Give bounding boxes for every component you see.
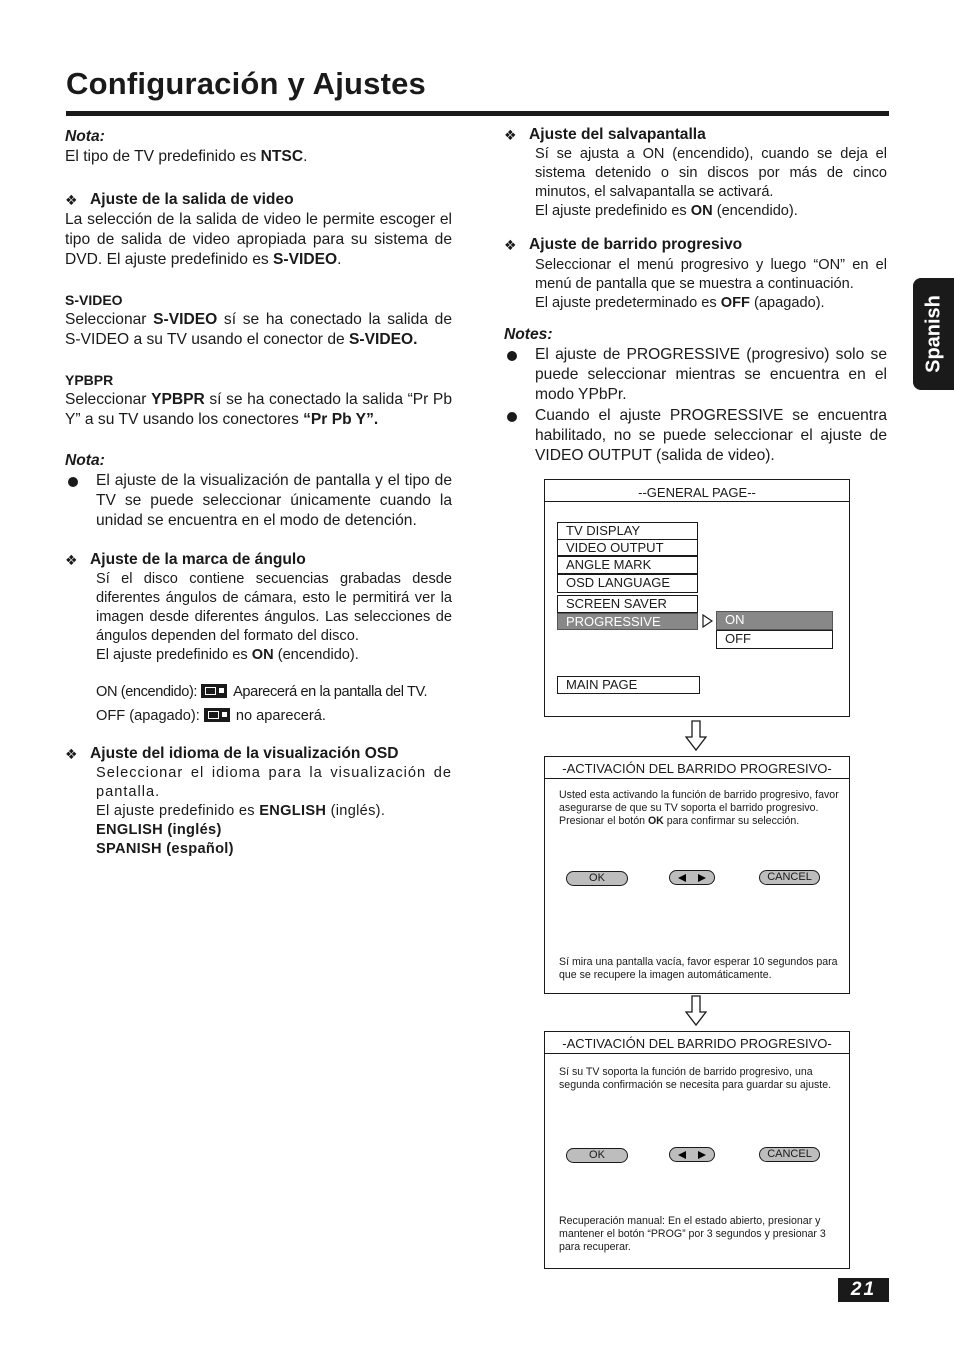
ok-button[interactable]: OK bbox=[566, 871, 628, 886]
angle-heading: ❖ Ajuste de la marca de ángulo bbox=[65, 550, 452, 570]
cancel-button[interactable]: CANCEL bbox=[759, 870, 820, 885]
note2-heading: Nota: bbox=[65, 451, 105, 469]
language-tab-label: Spanish bbox=[922, 295, 944, 373]
osd-activation-title: -ACTIVACIÓN DEL BARRIDO PROGRESIVO- bbox=[562, 761, 832, 776]
menu-item-progressive[interactable]: PROGRESSIVE bbox=[557, 613, 698, 630]
title-rule bbox=[66, 111, 889, 116]
svideo-heading: S-VIDEO bbox=[65, 291, 123, 308]
angle-default: El ajuste predefinido es ON (encendido). bbox=[96, 647, 359, 664]
bullet-dot-icon bbox=[68, 477, 78, 487]
diamond-icon: ❖ bbox=[65, 551, 78, 568]
down-arrow-icon bbox=[685, 720, 707, 752]
angle-body bbox=[65, 570, 452, 726]
notes-heading: Notes: bbox=[504, 325, 553, 343]
right-column bbox=[504, 125, 887, 467]
osd-divider bbox=[545, 1053, 849, 1054]
screen-saver-default: El ajuste predefinido es ON (encendido). bbox=[535, 203, 798, 220]
notes-bullet-2: Cuando el ajuste PROGRESSIVE se encuentra habilitado, no se puede seleccionar el ajuste de VIDEO OUTPUT (salida de video). bbox=[504, 406, 887, 467]
angle-off-line: OFF (apagado): no aparecerá. bbox=[96, 708, 326, 725]
diamond-icon: ❖ bbox=[504, 127, 517, 143]
osd-language-text: Seleccionar el idioma para la visualización de pantalla. bbox=[96, 765, 452, 801]
screen-saver-heading: ❖ Ajuste del salvapantalla bbox=[504, 125, 887, 145]
ok-button[interactable]: OK bbox=[566, 1148, 628, 1163]
selection-arrow-icon bbox=[702, 614, 713, 628]
left-right-navigation[interactable] bbox=[669, 1147, 715, 1162]
bullet-dot-icon bbox=[507, 412, 517, 422]
diamond-icon: ❖ bbox=[504, 237, 517, 254]
osd-language-default: El ajuste predefinido es ENGLISH (inglés). bbox=[96, 803, 386, 820]
left-column bbox=[65, 127, 452, 859]
activation-footer: Sí mira una pantalla vacía, favor esperar 10 segundos para que se recupere la imagen automáticamente. bbox=[559, 956, 838, 981]
diamond-icon: ❖ bbox=[65, 191, 78, 208]
diamond-icon: ❖ bbox=[65, 746, 78, 763]
osd-language-body bbox=[65, 764, 452, 859]
down-arrow-icon bbox=[685, 995, 707, 1027]
notes-bullet-1: El ajuste de PROGRESSIVE (progresivo) solo se puede seleccionar mientras se encuentra en el modo YPbPr. bbox=[504, 345, 887, 406]
screen-saver-text: Sí se ajusta a ON (encendido), cuando se deja el sistema detenido o sin discos por más de cinco minutos, el salvapantalla se activará. bbox=[535, 146, 887, 201]
confirmation-message: Sí su TV soporta la función de barrido progresivo, una segunda confirmación se necesita para guardar su ajuste. bbox=[559, 1066, 832, 1091]
angle-on-line: ON (encendido): Aparecerá en la pantalla del TV. bbox=[96, 684, 428, 701]
osd-progressive-activation-1 bbox=[544, 756, 850, 994]
note2-bullet: El ajuste de la visualización de pantalla y el tipo de TV se puede seleccionar únicamente cuando la unidad se encuentra en el modo de detención. bbox=[65, 471, 452, 532]
note-tv-type: El tipo de TV predefinido es NTSC. bbox=[65, 148, 308, 166]
camera-angle-icon bbox=[201, 684, 227, 698]
progressive-text: Seleccionar el menú progresivo y luego “ON” en el menú de pantalla que se muestra a continuación. bbox=[535, 256, 887, 292]
video-output-text: La selección de la salida de video le permite escoger el tipo de salida de video apropiada para su sistema de DVD. El ajuste predefinido es S-VIDEO. bbox=[65, 210, 452, 269]
camera-angle-icon bbox=[204, 708, 230, 722]
progressive-default: El ajuste predeterminado es OFF (apagado). bbox=[535, 294, 825, 311]
main-page-button[interactable]: MAIN PAGE bbox=[557, 676, 700, 694]
ypbpr-text: Seleccionar YPBPR sí se ha conectado la salida “Pr Pb Y” a su TV usando los conectores “Pr Pb Y”. bbox=[65, 390, 453, 429]
menu-item-screen-saver[interactable]: SCREEN SAVER bbox=[557, 595, 698, 613]
menu-item-video-output[interactable]: VIDEO OUTPUT bbox=[557, 539, 698, 556]
angle-text: Sí el disco contiene secuencias grabadas desde diferentes ángulos de cámara, esto le permitirá ver la imagen desde diferentes ángulos. Las selecciones de ángulos dependen del formato del disco. bbox=[96, 571, 452, 645]
menu-item-osd-language[interactable]: OSD LANGUAGE bbox=[557, 574, 698, 593]
option-on[interactable]: ON bbox=[716, 611, 833, 630]
osd-progressive-activation-2 bbox=[544, 1031, 850, 1269]
right-arrow-icon bbox=[698, 874, 706, 882]
left-right-navigation[interactable] bbox=[669, 870, 715, 885]
manual-recovery-text: Recuperación manual: En el estado abierto, presionar y mantener el botón “PROG” por 3 segundos y presionar 3 para recuperar. bbox=[559, 1215, 826, 1253]
note-heading: Nota: bbox=[65, 128, 105, 145]
bullet-dot-icon bbox=[507, 351, 517, 361]
right-arrow-icon bbox=[698, 1151, 706, 1159]
menu-item-angle-mark[interactable]: ANGLE MARK bbox=[557, 556, 698, 574]
page-number: 21 bbox=[838, 1278, 889, 1302]
video-output-heading: ❖ Ajuste de la salida de video bbox=[65, 190, 452, 210]
osd-divider bbox=[545, 501, 849, 502]
activation-message: Usted esta activando la función de barrido progresivo, favor asegurarse de que su TV soporta el barrido progresivo. Presionar el botón OK para confirmar su selección. bbox=[559, 789, 839, 827]
progressive-heading: ❖ Ajuste de barrido progresivo bbox=[504, 235, 887, 255]
language-tab bbox=[913, 278, 954, 390]
page-title: Configuración y Ajustes bbox=[66, 66, 426, 101]
osd-activation-title: -ACTIVACIÓN DEL BARRIDO PROGRESIVO- bbox=[562, 1036, 832, 1051]
menu-item-tv-display[interactable]: TV DISPLAY bbox=[557, 522, 698, 540]
osd-divider bbox=[545, 778, 849, 779]
left-arrow-icon bbox=[678, 874, 686, 882]
left-arrow-icon bbox=[678, 1151, 686, 1159]
progressive-body bbox=[504, 256, 887, 313]
option-off[interactable]: OFF bbox=[716, 630, 833, 649]
osd-general-page bbox=[544, 479, 850, 717]
ypbpr-heading: YPBPR bbox=[65, 371, 114, 388]
screen-saver-body bbox=[504, 145, 887, 221]
osd-language-heading: ❖ Ajuste del idioma de la visualización OSD bbox=[65, 744, 452, 764]
svideo-text: Seleccionar S-VIDEO sí se ha conectado la salida de S-VIDEO a su TV usando el conector de S-VIDEO. bbox=[65, 311, 452, 349]
osd-language-option-english: ENGLISH (inglés) bbox=[96, 822, 222, 839]
osd-language-option-spanish: SPANISH (español) bbox=[96, 841, 234, 858]
osd-general-title: --GENERAL PAGE-- bbox=[638, 485, 756, 500]
cancel-button[interactable]: CANCEL bbox=[759, 1147, 820, 1162]
